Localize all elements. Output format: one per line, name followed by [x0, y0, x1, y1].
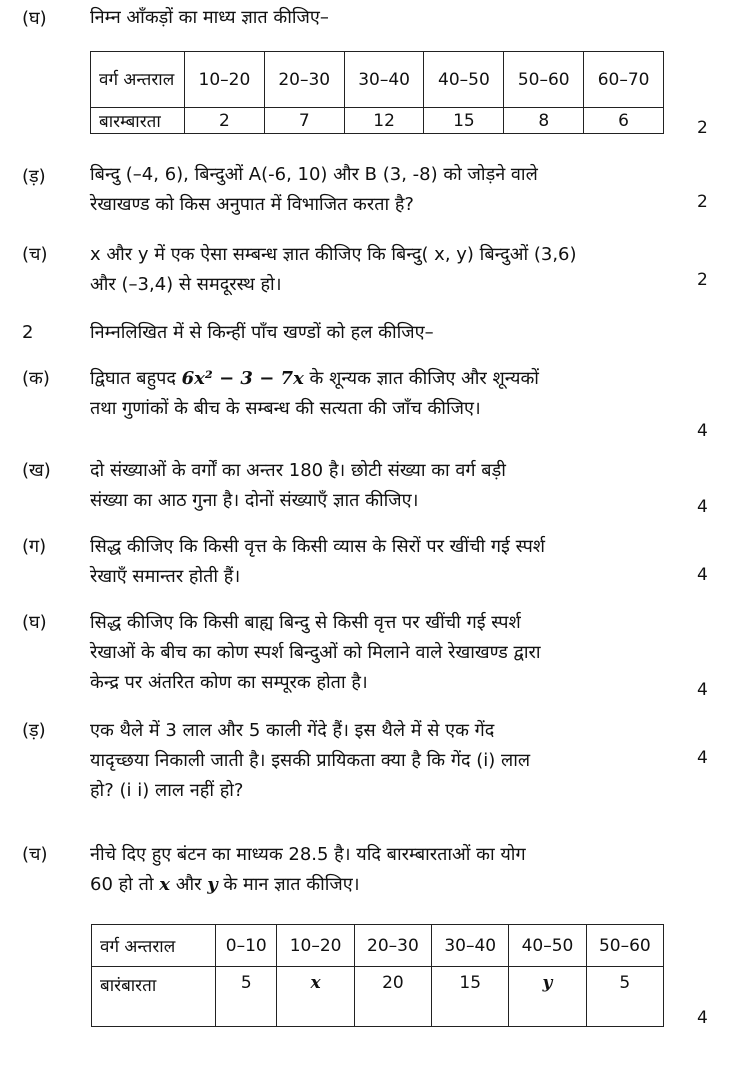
- marks: 2: [697, 118, 708, 138]
- text-line: तथा गुणांकों के बीच के सम्बन्ध की सत्यता की जाँच कीजिए।: [90, 398, 481, 419]
- text-line: एक थैले में 3 लाल और 5 काली गेंदे हैं। इस थैले में से एक गेंद: [90, 720, 495, 741]
- marks: 4: [697, 421, 708, 441]
- question-label: (ग): [22, 536, 47, 557]
- text-line: सिद्ध कीजिए कि किसी वृत्त के किसी व्यास के सिरों पर खींची गई स्पर्श: [90, 536, 546, 557]
- question-text: [90, 456, 665, 516]
- text-line: रेखाओं के बीच का कोण स्पर्श बिन्दुओं को मिलाने वाले रेखाखण्ड द्वारा: [90, 642, 541, 663]
- section-instruction: निम्नलिखित में से किन्हीं पाँच खण्डों को हल कीजिए–: [90, 322, 434, 343]
- question-label: (घ): [22, 8, 47, 29]
- text-line: नीचे दिए हुए बंटन का माध्यक 28.5 है। यदि बारम्बारताओं का योग: [90, 844, 526, 865]
- question-label: (ड़): [22, 720, 46, 741]
- section-number: 2: [22, 322, 34, 343]
- table-header-label: वर्ग अन्तराल: [91, 52, 185, 108]
- table-class-cell: 50–60: [504, 52, 584, 108]
- marks: 2: [697, 270, 708, 290]
- question-label: (घ): [22, 612, 47, 633]
- marks: 4: [697, 748, 708, 768]
- marks: 4: [697, 680, 708, 700]
- text-line: दो संख्याओं के वर्गों का अन्तर 180 है। छोटी संख्या का वर्ग बड़ी: [90, 460, 506, 481]
- polynomial-expression: 6x² − 3 − 7x: [181, 368, 304, 389]
- text-line: रेखाखण्ड को किस अनुपात में विभाजित करता है?: [90, 194, 414, 215]
- text-line: [90, 364, 665, 394]
- variable-x: x: [159, 874, 170, 895]
- table-class-cell: 30–40: [432, 925, 509, 967]
- table-class-cell: 20–30: [264, 52, 344, 108]
- table-class-cell: 40–50: [424, 52, 504, 108]
- text-line: यादृच्छया निकाली जाती है। इसकी प्रायिकता क्या है कि गेंद (i) लाल: [90, 750, 531, 771]
- table-row-label: बारंबारता: [92, 967, 216, 1027]
- question-text: [90, 840, 665, 900]
- question-text: निम्न आँकड़ों का माध्य ज्ञात कीजिए–: [90, 7, 329, 28]
- table-class-cell: 10–20: [185, 52, 265, 108]
- question-text: [90, 240, 665, 300]
- frequency-table-1: [90, 51, 664, 134]
- table-class-cell: 20–30: [354, 925, 431, 967]
- table-header-label: वर्ग अन्तराल: [92, 925, 216, 967]
- text-fragment: के शून्यक ज्ञात कीजिए और शून्यकों: [309, 368, 539, 389]
- text-line: x और y में एक ऐसा सम्बन्ध ज्ञात कीजिए कि बिन्दु( x, y) बिन्दुओं (3,6): [90, 244, 577, 265]
- table-freq-cell: 12: [344, 108, 424, 134]
- table-class-cell: 60–70: [584, 52, 664, 108]
- table-freq-cell: x: [277, 967, 354, 1027]
- text-fragment: और: [175, 874, 202, 895]
- text-fragment: 60 हो तो: [90, 874, 154, 895]
- marks: 4: [697, 497, 708, 517]
- marks: 2: [697, 192, 708, 212]
- text-line: रेखाएँ समान्तर होती हैं।: [90, 566, 241, 587]
- table-freq-cell: 6: [584, 108, 664, 134]
- question-label: (च): [22, 844, 48, 865]
- question-text: [90, 364, 665, 424]
- text-line: केन्द्र पर अंतरित कोण का सम्पूरक होता है।: [90, 672, 368, 693]
- table-class-cell: 40–50: [509, 925, 586, 967]
- table-freq-cell: 8: [504, 108, 584, 134]
- table-freq-cell: 5: [586, 967, 663, 1027]
- marks: 4: [697, 565, 708, 585]
- table-freq-cell: 5: [216, 967, 277, 1027]
- question-text: [90, 608, 665, 698]
- question-label: (क): [22, 368, 50, 389]
- text-line: [90, 870, 665, 900]
- table-freq-cell: 7: [264, 108, 344, 134]
- text-line: सिद्ध कीजिए कि किसी बाह्य बिन्दु से किसी वृत्त पर खींची गई स्पर्श: [90, 612, 521, 633]
- text-line: और (–3,4) से समदूरस्थ हो।: [90, 274, 282, 295]
- table-class-cell: 0–10: [216, 925, 277, 967]
- variable-y: y: [207, 874, 218, 895]
- text-fragment: द्विघात बहुपद: [90, 368, 176, 389]
- table-class-cell: 10–20: [277, 925, 354, 967]
- table-freq-cell: 20: [354, 967, 431, 1027]
- marks: 4: [697, 1008, 708, 1028]
- text-line: संख्या का आठ गुना है। दोनों संख्याएँ ज्ञात कीजिए।: [90, 490, 419, 511]
- table-row-label: बारम्बारता: [91, 108, 185, 134]
- table-freq-cell: y: [509, 967, 586, 1027]
- table-freq-cell: 15: [424, 108, 504, 134]
- question-label: (ख): [22, 460, 51, 481]
- table-class-cell: 50–60: [586, 925, 663, 967]
- question-label: (ड़): [22, 166, 46, 187]
- question-text: [90, 532, 665, 592]
- table-freq-cell: 15: [432, 967, 509, 1027]
- table-freq-cell: 2: [185, 108, 265, 134]
- frequency-table-2: [91, 924, 664, 1027]
- text-fragment: के मान ज्ञात कीजिए।: [223, 874, 360, 895]
- question-label: (च): [22, 244, 48, 265]
- table-class-cell: 30–40: [344, 52, 424, 108]
- question-text: [90, 716, 665, 806]
- text-line: बिन्दु (–4, 6), बिन्दुओं A(-6, 10) और B (3, -8) को जोड़ने वाले: [90, 164, 538, 185]
- question-text: [90, 160, 665, 220]
- text-line: हो? (i i) लाल नहीं हो?: [90, 780, 244, 801]
